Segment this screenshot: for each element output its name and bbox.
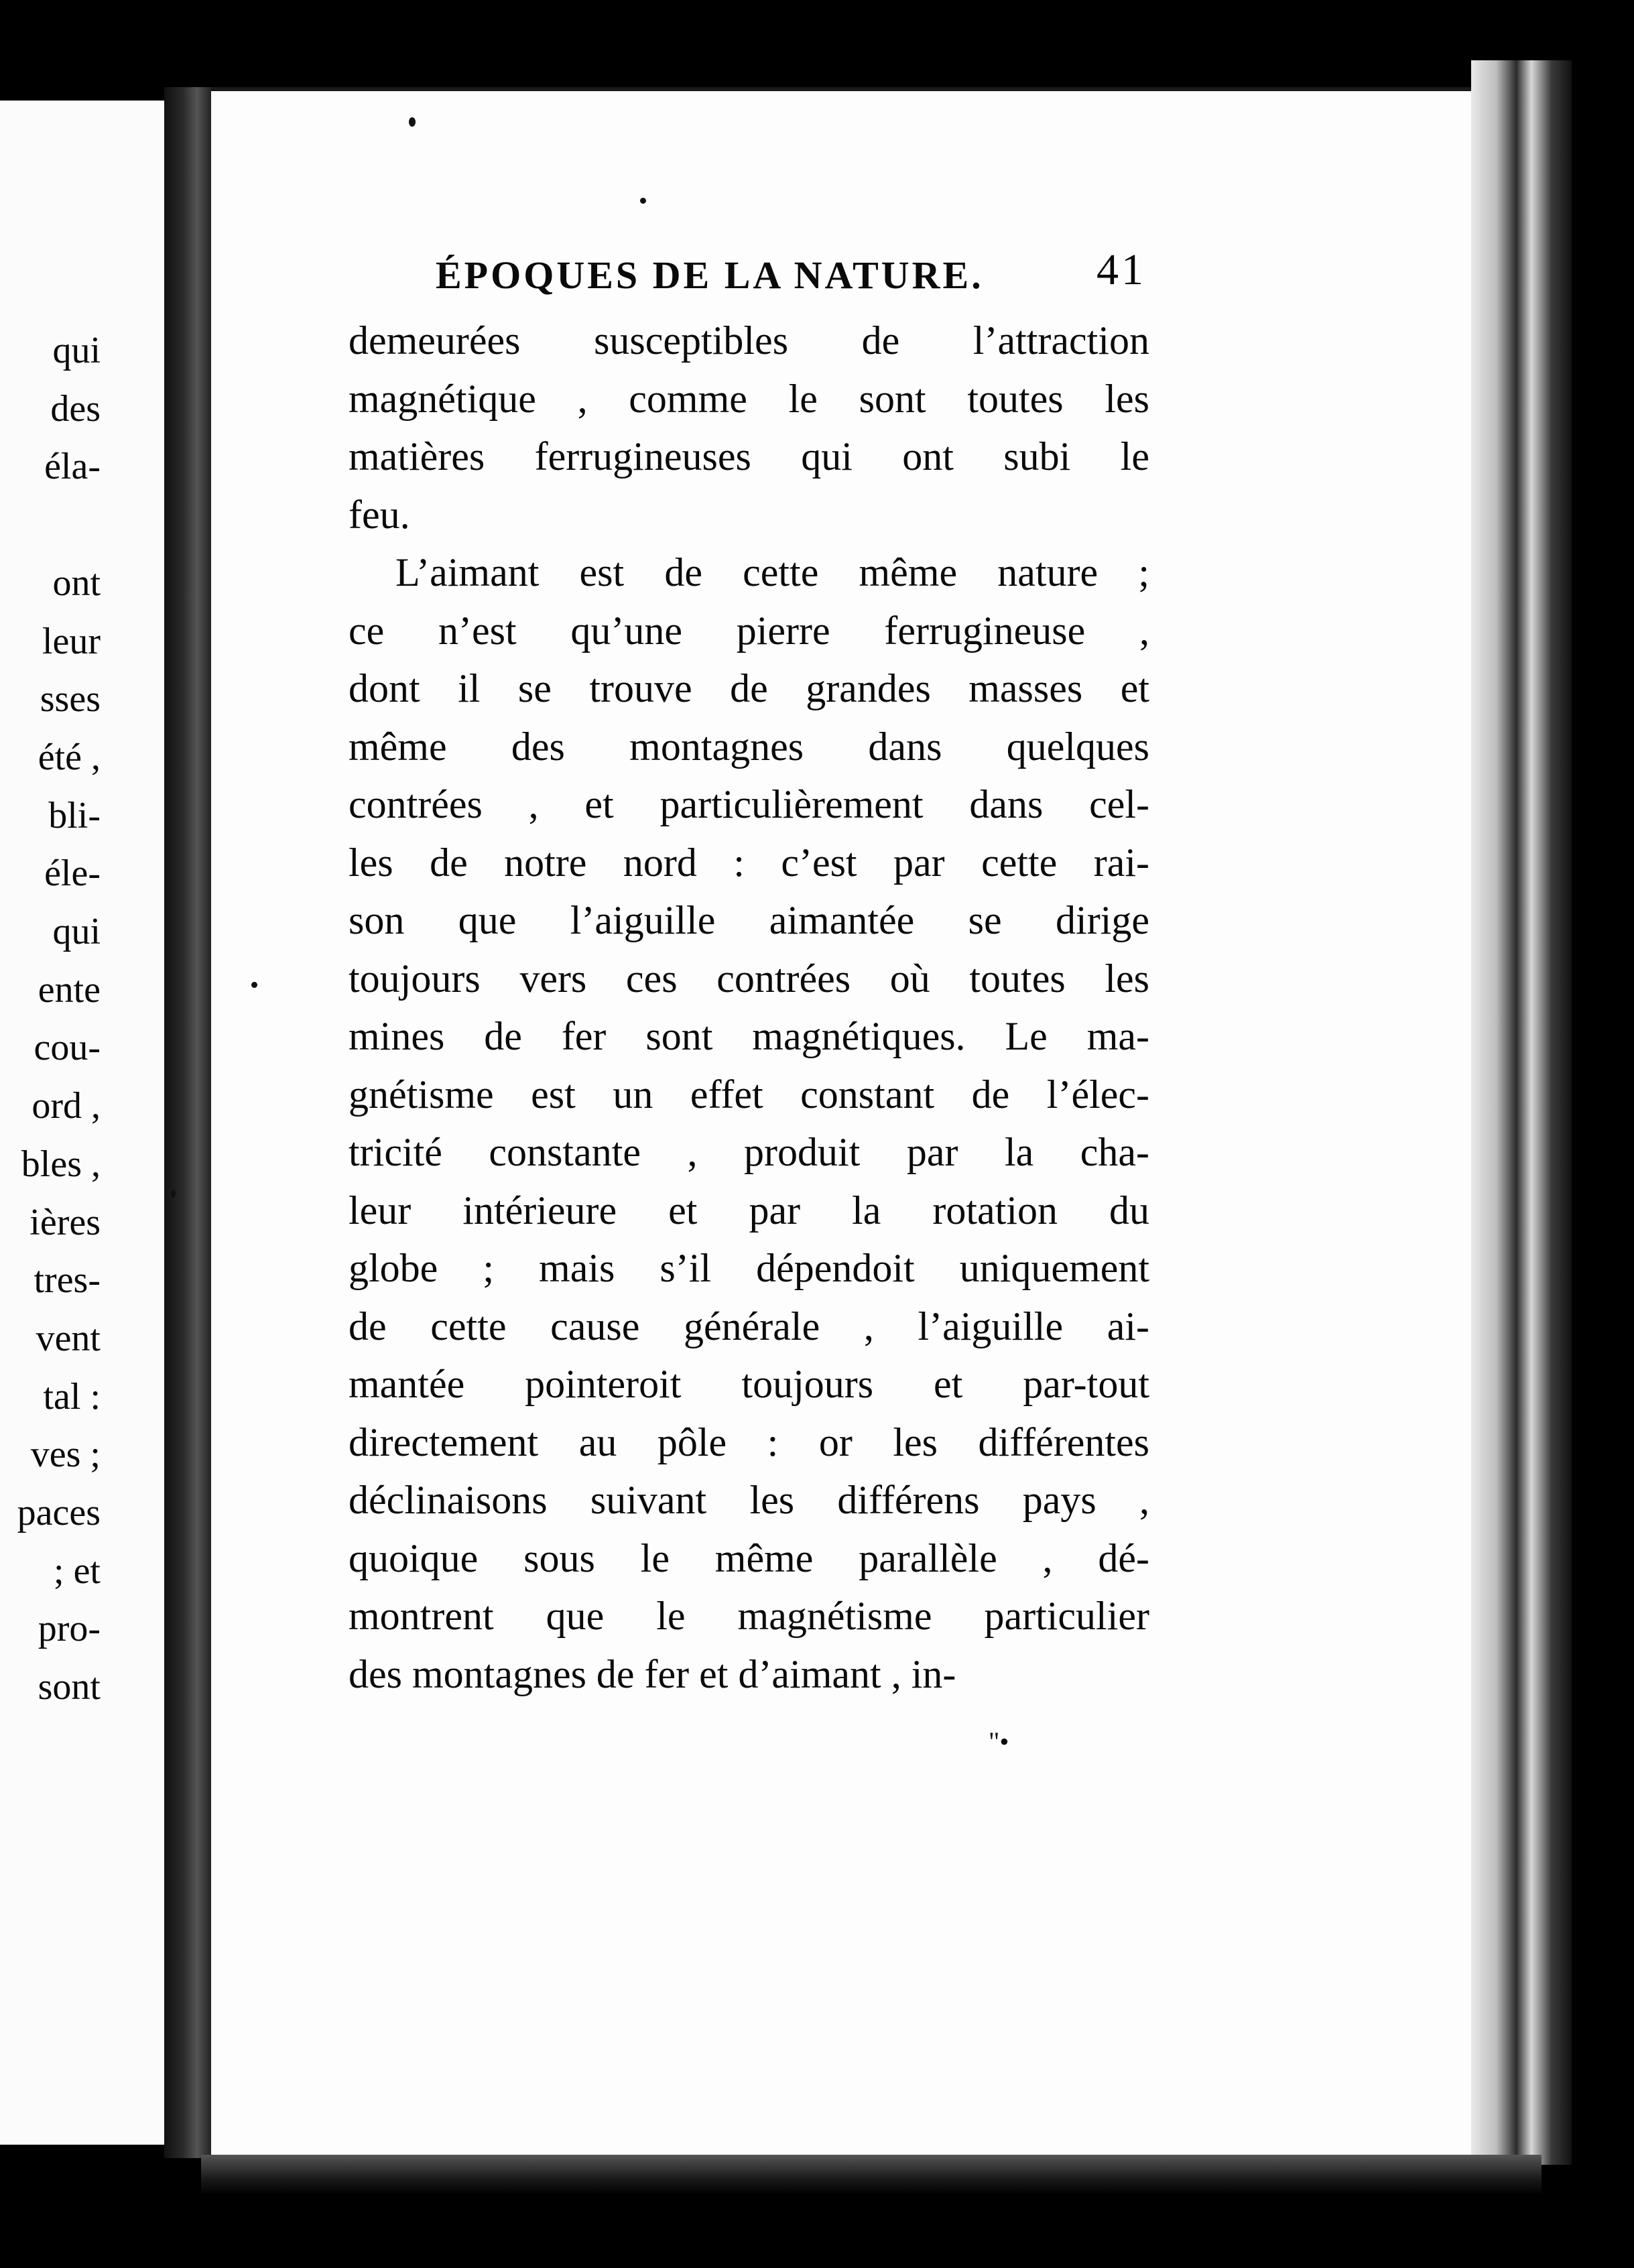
text-line: contrées , et particulièrement dans cel- <box>349 782 1149 826</box>
text-line: de cette cause générale , l’aiguille ai- <box>349 1304 1149 1348</box>
text-line: même des montagnes dans quelques <box>349 724 1149 769</box>
facing-page-line: tres- <box>34 1259 101 1302</box>
text-line: directement au pôle : or les différentes <box>349 1420 1149 1464</box>
text-line: globe ; mais s’il dépendoit uniquement <box>349 1246 1149 1290</box>
text-line: les de notre nord : c’est par cette rai- <box>349 840 1149 885</box>
page-bottom-shadow <box>201 2155 1542 2195</box>
page-body-text <box>349 312 1149 1703</box>
ink-speck <box>171 1190 176 1198</box>
running-head <box>436 245 1146 305</box>
facing-page-line: paces <box>17 1492 101 1534</box>
facing-page-line: pro- <box>38 1608 101 1650</box>
text-line: mantée pointeroit toujours et par-tout <box>349 1362 1149 1406</box>
ink-speck <box>640 198 646 204</box>
facing-page-line: éle- <box>44 853 101 895</box>
facing-page-line: qui <box>52 911 101 953</box>
facing-page-line: qui <box>52 330 101 371</box>
facing-page-line <box>0 496 101 554</box>
text-line: L’aimant est de cette même nature ; <box>395 550 1149 594</box>
text-line: dont il se trouve de grandes masses et <box>349 666 1149 710</box>
facing-page-line: tal : <box>43 1375 101 1418</box>
text-line: gnétisme est un effet constant de l’élec- <box>349 1072 1149 1117</box>
text-line: ce n’est qu’une pierre ferrugineuse , <box>349 608 1149 653</box>
facing-page-line: ord , <box>32 1085 101 1127</box>
facing-page-line: des <box>50 387 101 430</box>
text-line: mines de fer sont magnétiques. Le ma- <box>349 1014 1149 1058</box>
facing-page-line: bli- <box>48 794 101 836</box>
facing-page-line: ières <box>29 1201 101 1243</box>
text-line: leur intérieure et par la rotation du <box>349 1188 1149 1233</box>
page-edges <box>1471 60 1572 2165</box>
facing-page-line: ; et <box>54 1550 101 1592</box>
facing-page-line: sont <box>38 1666 101 1708</box>
text-line: toujours vers ces contrées où toutes les <box>349 956 1149 1001</box>
book-gutter <box>164 87 211 2158</box>
facing-page-line: ente <box>38 968 101 1011</box>
text-line: magnétique , comme le sont toutes les <box>349 376 1149 421</box>
text-line: déclinaisons suivant les différens pays , <box>349 1478 1149 1522</box>
facing-page-line: ont <box>52 562 101 604</box>
facing-page-line: leur <box>42 620 101 662</box>
facing-page-line: sses <box>40 678 101 720</box>
text-line: matières ferrugineuses qui ont subi le <box>349 434 1149 479</box>
ink-speck <box>409 117 416 127</box>
facing-page-line: vent <box>36 1317 101 1359</box>
text-line: demeurées susceptibles de l’attraction <box>349 318 1149 363</box>
text-line: tricité constante , produit par la cha- <box>349 1130 1149 1174</box>
text-line: des montagnes de fer et d’aimant , in- <box>349 1651 956 1696</box>
facing-page-line: ves ; <box>30 1434 101 1476</box>
running-head-title: ÉPOQUES DE LA NATURE. <box>436 253 984 297</box>
facing-page-line: bles , <box>21 1143 101 1185</box>
signature-mark: "• <box>989 1726 1009 1757</box>
facing-page-line: cou- <box>34 1027 101 1069</box>
ink-speck <box>251 982 257 988</box>
text-line: son que l’aiguille aimantée se dirige <box>349 898 1149 942</box>
facing-page-line: été , <box>38 736 101 778</box>
text-line: quoique sous le même parallèle , dé- <box>349 1535 1149 1580</box>
facing-page-text <box>0 322 101 1716</box>
facing-page-fragment <box>0 101 164 2145</box>
text-line: montrent que le magnétisme particulier <box>349 1594 1149 1638</box>
page-number: 41 <box>1096 245 1146 294</box>
text-line: feu. <box>349 492 410 537</box>
facing-page-line: éla- <box>44 446 101 488</box>
